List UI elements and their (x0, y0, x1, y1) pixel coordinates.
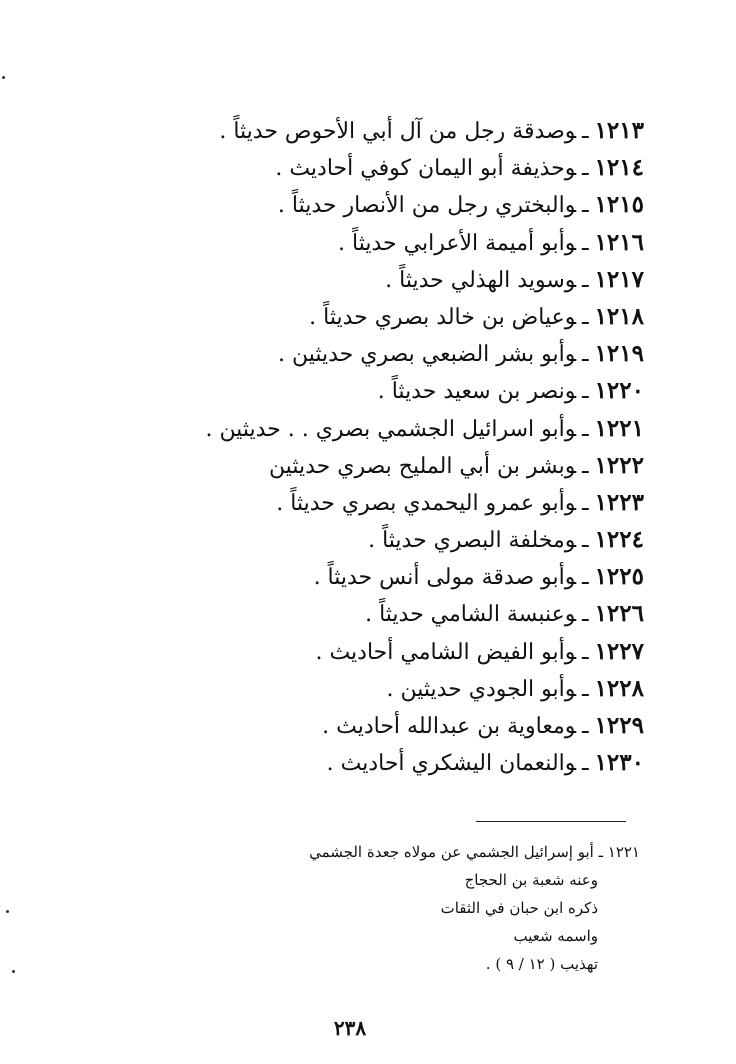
list-item (84, 335, 644, 372)
entry-text: والنعمان اليشكري أحاديث . (326, 751, 577, 777)
entry-number: ١٢٢٢ (594, 451, 644, 479)
footnote (180, 838, 640, 978)
list-item (84, 410, 644, 447)
list-item (84, 149, 644, 186)
entry-text: وصدقة رجل من آل أبي الأحوص حديثاً . (219, 119, 577, 144)
entry-text: وسويد الهذلي حديثاً . (385, 267, 577, 293)
footnote-line: ذكره ابن حبان في الثقات (440, 899, 598, 917)
entry-number: ١٢١٨ (594, 302, 644, 330)
entry-dash: ـ (582, 342, 589, 368)
footnote-line: ١٢٢١ ـ أبو إسرائيل الجشمي عن مولاه جعدة الجشمي (309, 843, 640, 861)
entry-dash: ـ (582, 379, 589, 405)
entry-text: وعنبسة الشامي حديثاً . (365, 602, 577, 628)
entry-dash: ـ (582, 193, 589, 219)
entry-text: وأبو اسرائيل الجشمي بصري . . حديثين . (205, 416, 577, 442)
list-item (84, 595, 644, 632)
scan-speck (12, 970, 15, 973)
list-item (84, 447, 644, 484)
entry-text: والبختري رجل من الأنصار حديثاً . (277, 193, 577, 219)
entry-text: ومخلفة البصري حديثاً . (368, 528, 577, 554)
entry-number: ١٢١٥ (594, 191, 644, 219)
footnote-line: تهذيب ( ١٢ / ٩ ) . (485, 955, 598, 973)
footnote-line: وعنه شعبة بن الحجاج (464, 871, 598, 889)
entry-dash: ـ (582, 565, 589, 591)
entry-dash: ـ (582, 490, 589, 516)
entry-text: وأبو بشر الضبعي بصري حديثين . (277, 342, 577, 368)
entry-dash: ـ (582, 156, 589, 182)
entry-number: ١٢٢١ (594, 414, 644, 442)
list-item (84, 186, 644, 223)
entry-text: وأبو الجودي حديثين . (386, 676, 577, 702)
entry-dash: ـ (582, 602, 589, 628)
list-item (84, 298, 644, 335)
entry-dash: ـ (582, 267, 589, 293)
entry-dash: ـ (582, 639, 589, 665)
entry-dash: ـ (582, 528, 589, 554)
entry-number: ١٢٢٥ (594, 563, 644, 591)
entry-text: وحذيفة أبو اليمان كوفي أحاديث . (275, 156, 577, 182)
footnote-line: واسمه شعيب (513, 927, 598, 945)
entry-number: ١٢٢٨ (594, 674, 644, 702)
footnote-divider (476, 821, 626, 822)
entry-number: ١٢٢٧ (594, 637, 644, 665)
entry-number: ١٢١٤ (594, 154, 644, 182)
entry-text: وأبو عمرو اليحمدي بصري حديثاً . (276, 490, 577, 516)
entry-number: ١٢٣٠ (594, 749, 644, 777)
entry-number: ١٢٢٤ (594, 526, 644, 554)
entry-number: ١٢٢٠ (594, 377, 644, 405)
list-item (84, 744, 644, 781)
entry-dash: ـ (582, 119, 589, 144)
list-item (84, 707, 644, 744)
list-item (84, 558, 644, 595)
entry-dash: ـ (582, 714, 589, 739)
entry-dash: ـ (582, 230, 589, 256)
entry-dash: ـ (582, 751, 589, 777)
entry-dash: ـ (582, 453, 589, 479)
entry-number: ١٢١٧ (594, 265, 644, 293)
list-item (84, 224, 644, 261)
entry-number: ١٢٢٦ (594, 600, 644, 628)
entry-number: ١٢٢٣ (594, 488, 644, 516)
entry-dash: ـ (582, 416, 589, 442)
list-item (84, 633, 644, 670)
list-item (84, 112, 644, 149)
scan-speck (2, 76, 5, 79)
entry-text: وعياض بن خالد بصري حديثاً . (309, 304, 577, 330)
list-item (84, 521, 644, 558)
narrator-list (84, 112, 644, 781)
page-number: ٢٣٨ (333, 1016, 367, 1040)
entry-number: ١٢٢٩ (594, 712, 644, 739)
entry-text: وبشر بن أبي المليح بصري حديثين (268, 453, 577, 479)
scan-speck (6, 910, 9, 913)
entry-text: وأبو صدقة مولى أنس حديثاً . (313, 565, 577, 591)
list-item (84, 484, 644, 521)
entry-dash: ـ (582, 304, 589, 330)
entry-dash: ـ (582, 676, 589, 702)
list-item (84, 670, 644, 707)
list-item (84, 372, 644, 409)
entry-text: ونصر بن سعيد حديثاً . (377, 379, 577, 405)
entry-number: ١٢١٩ (594, 340, 644, 368)
entry-number: ١٢١٦ (594, 228, 644, 256)
entry-text: وأبو أميمة الأعرابي حديثاً . (338, 230, 577, 256)
entry-text: ومعاوية بن عبدالله أحاديث . (322, 714, 577, 739)
entry-text: وأبو الفيض الشامي أحاديث . (315, 639, 577, 665)
list-item (84, 261, 644, 298)
entry-number: ١٢١٣ (594, 117, 644, 144)
